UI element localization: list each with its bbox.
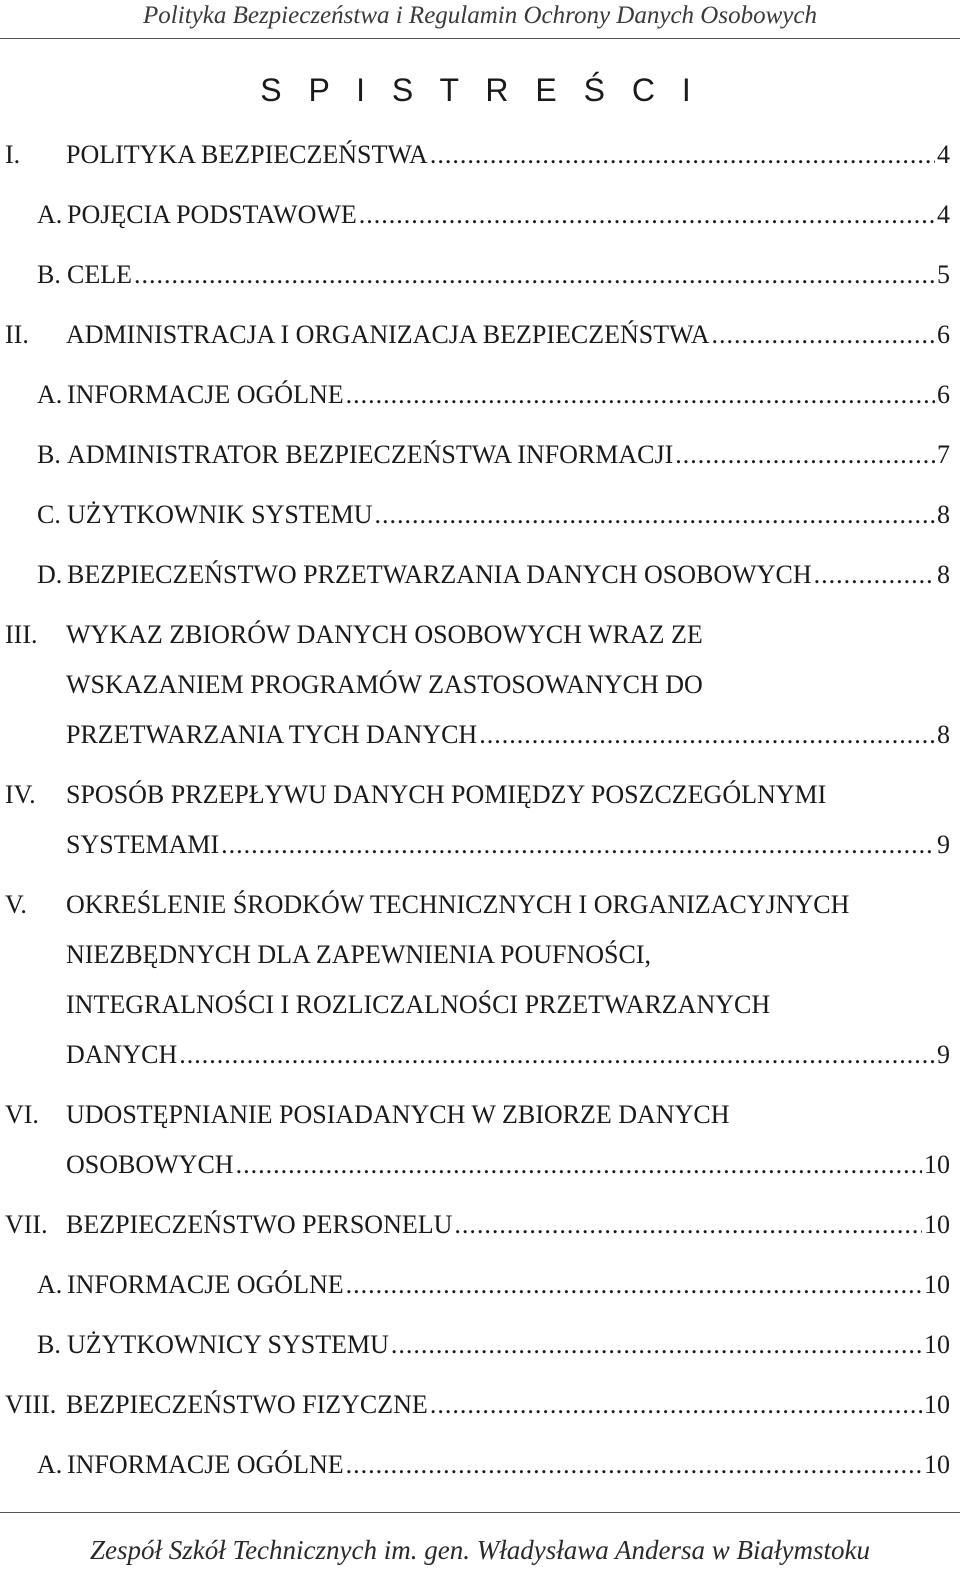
toc-entry-number: VI. <box>5 1100 39 1129</box>
toc-entry[interactable] <box>0 1090 960 1200</box>
toc-page-number: 8 <box>937 500 950 529</box>
toc-dot-leader <box>236 1140 922 1190</box>
toc-entry[interactable] <box>0 310 960 370</box>
toc-dot-leader <box>221 820 935 870</box>
toc-entry-title: PRZETWARZANIA TYCH DANYCH <box>66 720 478 749</box>
toc-entry-body <box>66 610 950 760</box>
toc-entry-body <box>67 1260 950 1310</box>
toc-page-number: 10 <box>924 1150 950 1179</box>
toc-entry-title: INFORMACJE OGÓLNE <box>67 1450 344 1479</box>
toc-page-number: 9 <box>937 830 950 859</box>
toc-entry-title: UŻYTKOWNIK SYSTEMU <box>67 500 373 529</box>
toc-entry-body <box>66 770 950 870</box>
toc-entry-body <box>66 310 950 360</box>
toc-entry-number: A. <box>37 1270 63 1299</box>
table-of-contents <box>0 130 960 1500</box>
toc-page-number: 10 <box>924 1270 950 1299</box>
toc-entry-title: ADMINISTRATOR BEZPIECZEŃSTWA INFORMACJI <box>67 440 674 469</box>
toc-entry-title: DANYCH <box>66 1040 178 1069</box>
toc-entry[interactable] <box>0 490 960 550</box>
toc-entry-number: B. <box>37 1330 61 1359</box>
toc-dot-leader <box>346 1440 922 1490</box>
toc-dot-leader <box>814 550 935 600</box>
toc-dot-leader <box>179 1030 935 1080</box>
toc-entry-body <box>66 1380 950 1430</box>
toc-entry-title: UŻYTKOWNICY SYSTEMU <box>67 1330 389 1359</box>
toc-page-number: 10 <box>924 1450 950 1479</box>
toc-entry-number: V. <box>5 890 27 919</box>
toc-entry-title: UDOSTĘPNIANIE POSIADANYCH W ZBIORZE DANYCH <box>66 1100 730 1129</box>
toc-entry-number: D. <box>37 560 63 589</box>
toc-entry-body <box>66 130 950 180</box>
toc-dot-leader <box>374 490 935 540</box>
toc-dot-leader <box>391 1320 922 1370</box>
toc-entry-title: BEZPIECZEŃSTWO PERSONELU <box>66 1210 453 1239</box>
toc-page-number: 6 <box>937 320 950 349</box>
toc-entry-number: III. <box>5 620 38 649</box>
toc-dot-leader <box>479 710 935 760</box>
toc-entry-number: VIII. <box>5 1390 57 1419</box>
toc-entry-title: INTEGRALNOŚCI I ROZLICZALNOŚCI PRZETWARZANYCH <box>66 990 771 1019</box>
toc-entry-body <box>67 550 950 600</box>
toc-page-number: 7 <box>937 440 950 469</box>
toc-entry[interactable] <box>0 1440 960 1500</box>
toc-entry[interactable] <box>0 370 960 430</box>
toc-entry-number: I. <box>5 140 21 169</box>
toc-entry-number: II. <box>5 320 29 349</box>
toc-entry-title: OSOBOWYCH <box>66 1150 234 1179</box>
toc-entry[interactable] <box>0 1260 960 1320</box>
toc-entry-body <box>67 250 950 300</box>
toc-entry-number: IV. <box>5 780 36 809</box>
toc-entry-number: B. <box>37 440 61 469</box>
toc-dot-leader <box>430 1380 922 1430</box>
toc-entry[interactable] <box>0 130 960 190</box>
toc-page-number: 10 <box>924 1210 950 1239</box>
toc-entry-number: VII. <box>5 1210 48 1239</box>
toc-entry[interactable] <box>0 550 960 610</box>
toc-entry-title: CELE <box>67 260 132 289</box>
toc-entry-body <box>66 1200 950 1250</box>
toc-entry-number: B. <box>37 260 61 289</box>
toc-entry-title: NIEZBĘDNYCH DLA ZAPEWNIENIA POUFNOŚCI, <box>66 940 651 969</box>
toc-entry-title: WSKAZANIEM PROGRAMÓW ZASTOSOWANYCH DO <box>66 670 703 699</box>
toc-title: S P I S T R E Ś C I <box>260 72 700 108</box>
page-footer: Zespół Szkół Technicznych im. gen. Władysława Andersa w Białymstoku <box>90 1535 870 1565</box>
toc-entry-body <box>67 1440 950 1490</box>
toc-page-number: 6 <box>937 380 950 409</box>
toc-entry-body <box>67 190 950 240</box>
toc-page-number: 4 <box>937 200 950 229</box>
toc-entry-body <box>67 430 950 480</box>
toc-entry-body <box>66 880 950 1080</box>
toc-page-number: 9 <box>937 1040 950 1069</box>
toc-entry[interactable] <box>0 1380 960 1440</box>
toc-entry[interactable] <box>0 250 960 310</box>
toc-entry[interactable] <box>0 430 960 490</box>
toc-page-number: 10 <box>924 1330 950 1359</box>
toc-dot-leader <box>675 430 935 480</box>
toc-entry-body <box>66 1090 950 1190</box>
toc-entry[interactable] <box>0 1200 960 1260</box>
toc-entry[interactable] <box>0 190 960 250</box>
toc-dot-leader <box>430 130 935 180</box>
toc-entry-title: POLITYKA BEZPIECZEŃSTWA <box>66 140 428 169</box>
toc-entry-title: WYKAZ ZBIORÓW DANYCH OSOBOWYCH WRAZ ZE <box>66 620 703 649</box>
toc-entry-body <box>67 370 950 420</box>
toc-entry-body <box>67 490 950 540</box>
toc-entry-title: ADMINISTRACJA I ORGANIZACJA BEZPIECZEŃSTWA <box>66 320 710 349</box>
toc-entry[interactable] <box>0 1320 960 1380</box>
toc-entry[interactable] <box>0 610 960 770</box>
toc-entry[interactable] <box>0 880 960 1090</box>
toc-entry-number: A. <box>37 380 63 409</box>
toc-entry-body <box>67 1320 950 1370</box>
toc-page-number: 10 <box>924 1390 950 1419</box>
toc-entry-title: SPOSÓB PRZEPŁYWU DANYCH POMIĘDZY POSZCZEGÓLNYMI <box>66 780 827 809</box>
toc-dot-leader <box>454 1200 922 1250</box>
toc-entry-number: C. <box>37 500 61 529</box>
toc-entry-title: INFORMACJE OGÓLNE <box>67 1270 344 1299</box>
toc-dot-leader <box>359 190 935 240</box>
toc-entry-title: BEZPIECZEŃSTWO PRZETWARZANIA DANYCH OSOBOWYCH <box>67 560 812 589</box>
toc-page-number: 5 <box>937 260 950 289</box>
page-header: Polityka Bezpieczeństwa i Regulamin Ochrony Danych Osobowych <box>143 2 817 29</box>
toc-dot-leader <box>712 310 935 360</box>
footer-divider <box>0 1512 960 1513</box>
toc-entry[interactable] <box>0 770 960 880</box>
toc-entry-title: BEZPIECZEŃSTWO FIZYCZNE <box>66 1390 428 1419</box>
toc-page-number: 8 <box>937 560 950 589</box>
toc-entry-title: POJĘCIA PODSTAWOWE <box>67 200 357 229</box>
toc-dot-leader <box>134 250 935 300</box>
toc-entry-number: A. <box>37 1450 63 1479</box>
toc-entry-title: INFORMACJE OGÓLNE <box>67 380 344 409</box>
toc-page-number: 4 <box>937 140 950 169</box>
toc-entry-number: A. <box>37 200 63 229</box>
toc-entry-title: SYSTEMAMI <box>66 830 220 859</box>
header-divider <box>0 38 960 39</box>
toc-dot-leader <box>346 370 935 420</box>
toc-page-number: 8 <box>937 720 950 749</box>
toc-dot-leader <box>346 1260 922 1310</box>
toc-entry-title: OKREŚLENIE ŚRODKÓW TECHNICZNYCH I ORGANIZACYJNYCH <box>66 890 850 919</box>
